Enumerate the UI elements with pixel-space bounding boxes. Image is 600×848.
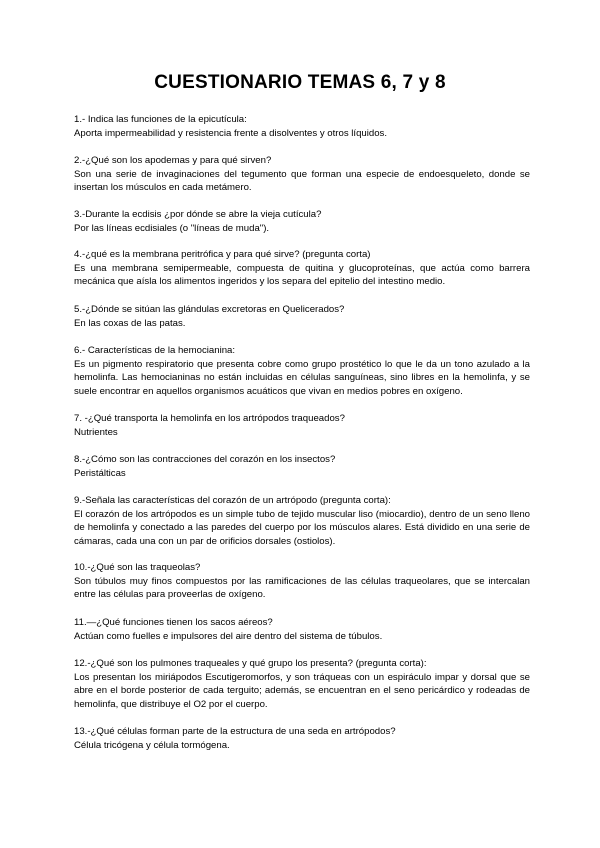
question-block-11 — [74, 616, 530, 643]
answer-text: El corazón de los artrópodos es un simple tubo de tejido muscular liso (miocardio), dentro de un seno lleno de hemolinfa y conectado a las paredes del cuerpo por los músculos alares. Está dividido en una serie de cámaras, cada una con un par de orificios dorsales (ostiolos). — [74, 508, 530, 547]
question-block-4 — [74, 248, 530, 289]
answer-text: Por las líneas ecdisiales (o "líneas de muda"). — [74, 222, 270, 234]
answer-text: Aporta impermeabilidad y resistencia frente a disolventes y otros líquidos. — [74, 127, 388, 139]
answer-text: Peristálticas — [74, 467, 126, 479]
answer-text: En las coxas de las patas. — [74, 317, 186, 329]
answer-text: Actúan como fuelles e impulsores del aire dentro del sistema de túbulos. — [74, 630, 383, 642]
answer-text: Son una serie de invaginaciones del tegumento que forman una especie de endoesqueleto, donde se insertan los músculos en cada metámero. — [74, 168, 530, 194]
answer-text: Los presentan los miriápodos Escutigeromorfos, y son tráqueas con un espiráculo impar y dorsal que se abre en el borde posterior de cada terguito; además, se encuentran en el seno pericárdico y rodeadas de hemolinfa, que distribuye el O2 por el cuerpo. — [74, 671, 530, 710]
question-text: 9.-Señala las características del corazón de un artrópodo (pregunta corta): — [74, 495, 391, 506]
answer-text: Nutrientes — [74, 426, 118, 438]
question-block-6 — [74, 344, 530, 398]
question-text: 10.-¿Qué son las traqueolas? — [74, 562, 201, 573]
question-text: 11.—¿Qué funciones tienen los sacos aéreos? — [74, 617, 273, 628]
question-block-12 — [74, 657, 530, 711]
question-text: 4.-¿qué es la membrana peritrófica y para qué sirve? (pregunta corta) — [74, 249, 371, 260]
question-text: 13.-¿Qué células forman parte de la estructura de una seda en artrópodos? — [74, 726, 396, 737]
question-text: 6.- Características de la hemocianina: — [74, 345, 236, 356]
answer-text: Es una membrana semipermeable, compuesta de quitina y glucoproteínas, que actúa como barrera mecánica que aísla los alimentos ingeridos y los separa del epitelio del intestino medio. — [74, 262, 530, 288]
question-block-10 — [74, 561, 530, 602]
question-text: 3.-Durante la ecdisis ¿por dónde se abre la vieja cutícula? — [74, 209, 322, 220]
question-text: 12.-¿Qué son los pulmones traqueales y qué grupo los presenta? (pregunta corta): — [74, 658, 427, 669]
question-block-9 — [74, 494, 530, 548]
question-block-7 — [74, 412, 530, 439]
question-block-3 — [74, 208, 530, 235]
question-text: 8.-¿Cómo son las contracciones del corazón en los insectos? — [74, 454, 336, 465]
answer-text: Es un pigmento respiratorio que presenta cobre como grupo prostético lo que le da un tono azulado a la hemolinfa. Las hemocianinas no están incluidas en células sanguíneas, sino libres en la hemolinfa, y se suele encontrar en aquellos organismos acuáticos que vivan en medios pobres en oxígeno. — [74, 358, 530, 397]
answer-text: Célula tricógena y célula tormógena. — [74, 739, 230, 751]
document-title: CUESTIONARIO TEMAS 6, 7 y 8 — [154, 72, 446, 93]
question-text: 5.-¿Dónde se sitúan las glándulas excretoras en Quelicerados? — [74, 304, 345, 315]
question-block-1 — [74, 113, 530, 140]
question-text: 2.-¿Qué son los apodemas y para qué sirven? — [74, 155, 272, 166]
question-block-8 — [74, 453, 530, 480]
question-block-5 — [74, 303, 530, 330]
question-text: 7. -¿Qué transporta la hemolinfa en los artrópodos traqueados? — [74, 413, 345, 424]
answer-text: Son túbulos muy finos compuestos por las ramificaciones de las células traqueolares, que se intercalan entre las células para proveerlas de oxígeno. — [74, 575, 530, 601]
question-text: 1.- Indica las funciones de la epicutícula: — [74, 114, 247, 125]
question-block-2 — [74, 154, 530, 195]
question-block-13 — [74, 725, 530, 752]
